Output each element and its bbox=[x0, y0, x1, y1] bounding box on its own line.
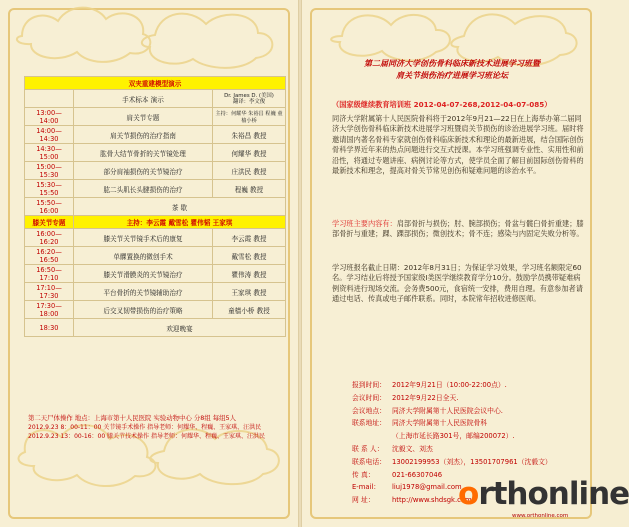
speaker-cell: 朱裕昌 教授 bbox=[213, 126, 286, 144]
knee-hosts: 主持：李云霞 戴雪松 瞿伟韬 王家琪 bbox=[74, 216, 286, 229]
content-text: 肩部骨折与损伤；肘、腕部损伤；骨盆与髋臼骨折重建；膝部骨折与重建；踝、踝部损伤；微创技术；骨不连；感染与内固定失败分析等。 bbox=[332, 219, 584, 239]
info-row bbox=[352, 430, 588, 443]
course-title bbox=[318, 58, 586, 82]
topic-cell: 膝关节滑膜炎的关节镜治疗 bbox=[74, 265, 213, 283]
speaker-cell: 庄洪民 教授 bbox=[213, 162, 286, 180]
speaker-cell: 戴雪松 教授 bbox=[213, 247, 286, 265]
logo-o: o bbox=[458, 476, 479, 512]
dinner-cell: 欢迎晚宴 bbox=[74, 319, 286, 337]
schedule-header: 双夹重建模型演示 bbox=[25, 77, 286, 90]
time-cell: 14:00—14:30 bbox=[25, 126, 74, 144]
schedule-row bbox=[25, 265, 286, 283]
time-cell: 14:30—15:00 bbox=[25, 144, 74, 162]
info-label: 联系电话： bbox=[352, 457, 386, 466]
topic-cell: 肩关节专题 bbox=[74, 108, 213, 126]
title-line: 第二届同济大学创伤骨科临床新技术进展学习班暨 bbox=[364, 59, 540, 68]
topic-cell: 后交叉韧带损伤的治疗策略 bbox=[74, 301, 213, 319]
tea-break-cell: 茶 歇 bbox=[74, 198, 286, 216]
knee-section-header: 膝关节专题 bbox=[25, 216, 74, 229]
topic-cell: 肩关节损伤的治疗指南 bbox=[74, 126, 213, 144]
time-cell: 18:30 bbox=[25, 319, 74, 337]
logo-rest: rthonline bbox=[478, 476, 629, 512]
info-label: 传 真： bbox=[352, 470, 375, 479]
logo-url: www.orthonline.com bbox=[512, 513, 569, 519]
schedule-row bbox=[25, 126, 286, 144]
schedule-row bbox=[25, 198, 286, 216]
info-label: 会议地点： bbox=[352, 406, 386, 415]
info-label: 报到时间： bbox=[352, 381, 386, 389]
content-label: 学习班主要内容有： bbox=[332, 219, 397, 228]
info-label: 网 址： bbox=[352, 496, 375, 505]
info-value: 2012年9月21日（10:00-22:00点）. bbox=[392, 381, 507, 389]
schedule-row bbox=[25, 229, 286, 247]
speaker-cell: Dr. James D. (美国) 翻译：李文俊 bbox=[213, 90, 286, 108]
topic-cell: 膝关节关节镜手术后的康复 bbox=[74, 229, 213, 247]
topic-cell: 平台骨折的关节镜辅助治疗 bbox=[74, 283, 213, 301]
schedule-row bbox=[25, 319, 286, 337]
time-cell: 16:20—16:50 bbox=[25, 247, 74, 265]
time-cell: 17:30—18:00 bbox=[25, 301, 74, 319]
info-value: 2012年9月22日全天. bbox=[392, 393, 459, 402]
time-cell: 13:00—14:00 bbox=[25, 108, 74, 126]
info-label bbox=[352, 430, 392, 443]
info-label: 联 系 人： bbox=[352, 444, 384, 453]
orthonline-logo bbox=[458, 472, 629, 519]
schedule-row bbox=[25, 144, 286, 162]
schedule-row bbox=[25, 301, 286, 319]
footer-line: 2012.9.23 13：00-16：00 膝关节技术操作 指导老师：何耀华、程巍、王家琪、汪洪民 bbox=[28, 433, 265, 440]
schedule-row bbox=[25, 162, 286, 180]
time-cell: 15:50—16:00 bbox=[25, 198, 74, 216]
registration-paragraph: 学习班报名截止日期：2012年8月31日；为保证学习效果，学习班名额限定60名。学习结业后将授予国家级I类医学继续教育学分10分。鼓励学员携带疑难病例资料进行现场交流。会务费500元，食宿统一安排，费用自理。有意参加者请通过电话、传真或电子邮件联系。同时，本院常年招收进修医师。 bbox=[332, 263, 583, 304]
schedule-row bbox=[25, 283, 286, 301]
info-value: 同济大学附属第十人民医院骨科 bbox=[392, 419, 488, 428]
info-row bbox=[352, 456, 588, 469]
practice-footer bbox=[28, 414, 290, 441]
logo-wordmark bbox=[458, 476, 629, 512]
time-cell: 15:00—15:30 bbox=[25, 162, 74, 180]
speaker-cell: 王家琪 教授 bbox=[213, 283, 286, 301]
speaker-cell: 程巍 教授 bbox=[213, 180, 286, 198]
schedule-table bbox=[24, 76, 286, 337]
speaker-cell: 李云霞 教授 bbox=[213, 229, 286, 247]
schedule-row bbox=[25, 108, 286, 126]
schedule-row bbox=[25, 180, 286, 198]
info-row bbox=[352, 405, 588, 418]
info-value: 13002199953（刘杰），13501707961（沈毅文） bbox=[392, 457, 552, 466]
speaker-cell: 童樯小桥 教授 bbox=[213, 301, 286, 319]
speaker-cell: 何耀华 教授 bbox=[213, 144, 286, 162]
time-cell bbox=[25, 90, 74, 108]
title-line: 肩关节损伤治疗进展学习班论坛 bbox=[396, 71, 508, 80]
topic-cell: 肱二头肌长头腱损伤的治疗 bbox=[74, 180, 213, 198]
info-value: （上海市延长路301号，邮编200072）. bbox=[392, 432, 515, 441]
time-cell: 16:50—17:10 bbox=[25, 265, 74, 283]
topic-cell: 肱骨大结节骨折的关节镜处理 bbox=[74, 144, 213, 162]
footer-line: 第二天尸体操作 地点：上海市第十人民医院 实验动物中心 分8组 每组5人 bbox=[28, 414, 236, 422]
info-value: 021-66307046 bbox=[392, 470, 443, 479]
time-cell: 17:10—17:30 bbox=[25, 283, 74, 301]
project-number: （国家级继续教育培训班 2012-04-07-268,2012-04-07-085） bbox=[332, 100, 552, 109]
topic-cell: 手术标本 演示 bbox=[74, 90, 213, 108]
info-label: E-mail： bbox=[352, 483, 381, 492]
content-paragraph bbox=[332, 219, 586, 240]
intro-paragraph: 同济大学附属第十人民医院骨科将于2012年9月21—22日在上海举办第二届同济大学创伤骨科临床新技术进展学习班暨肩关节损伤的诊治进展学习班。届时将邀请国内著名骨科专家就创伤骨科临床新技术和理论的最新进展，结合国际创伤骨科学界近年来的热点问题进行交互式授课。本学习班强调专业性、实用性和前沿性，将通过专题讲座、病例讨论等方式，使学员全面了解目前国际创伤骨科的最新技术和理念，提高对骨关节常见创伤和疑难问题的诊治水平。 bbox=[332, 114, 584, 176]
time-cell: 15:30—15:50 bbox=[25, 180, 74, 198]
info-row bbox=[352, 379, 588, 392]
schedule-row bbox=[25, 90, 286, 108]
info-label: 联系地址： bbox=[352, 419, 386, 428]
info-row bbox=[352, 443, 588, 456]
info-value: liuj1978@gmail.com bbox=[392, 483, 462, 492]
topic-cell: 单髁置换的微创手术 bbox=[74, 247, 213, 265]
info-row bbox=[352, 417, 588, 430]
info-value: 沈毅文、刘杰 bbox=[392, 444, 433, 453]
info-value: 同济大学附属第十人民医院会议中心. bbox=[392, 406, 503, 415]
info-row bbox=[352, 392, 588, 405]
info-label: 会议时间： bbox=[352, 393, 386, 402]
info-value: http://www.shdsgk.com bbox=[392, 496, 472, 505]
speaker-cell: 瞿伟涛 教授 bbox=[213, 265, 286, 283]
time-cell: 16:00—16:20 bbox=[25, 229, 74, 247]
speaker-cell: 主持：何耀华 朱裕昌 程巍 童樯小桥 bbox=[213, 108, 286, 126]
footer-line: 2012.9.23 8：00-11：00 关节镜手术操作 指导老师：何耀华、程巍、王家琪、汪洪民 bbox=[28, 424, 262, 431]
topic-cell: 部分肩袖损伤的关节镜治疗 bbox=[74, 162, 213, 180]
schedule-row bbox=[25, 247, 286, 265]
left-panel bbox=[0, 0, 298, 527]
